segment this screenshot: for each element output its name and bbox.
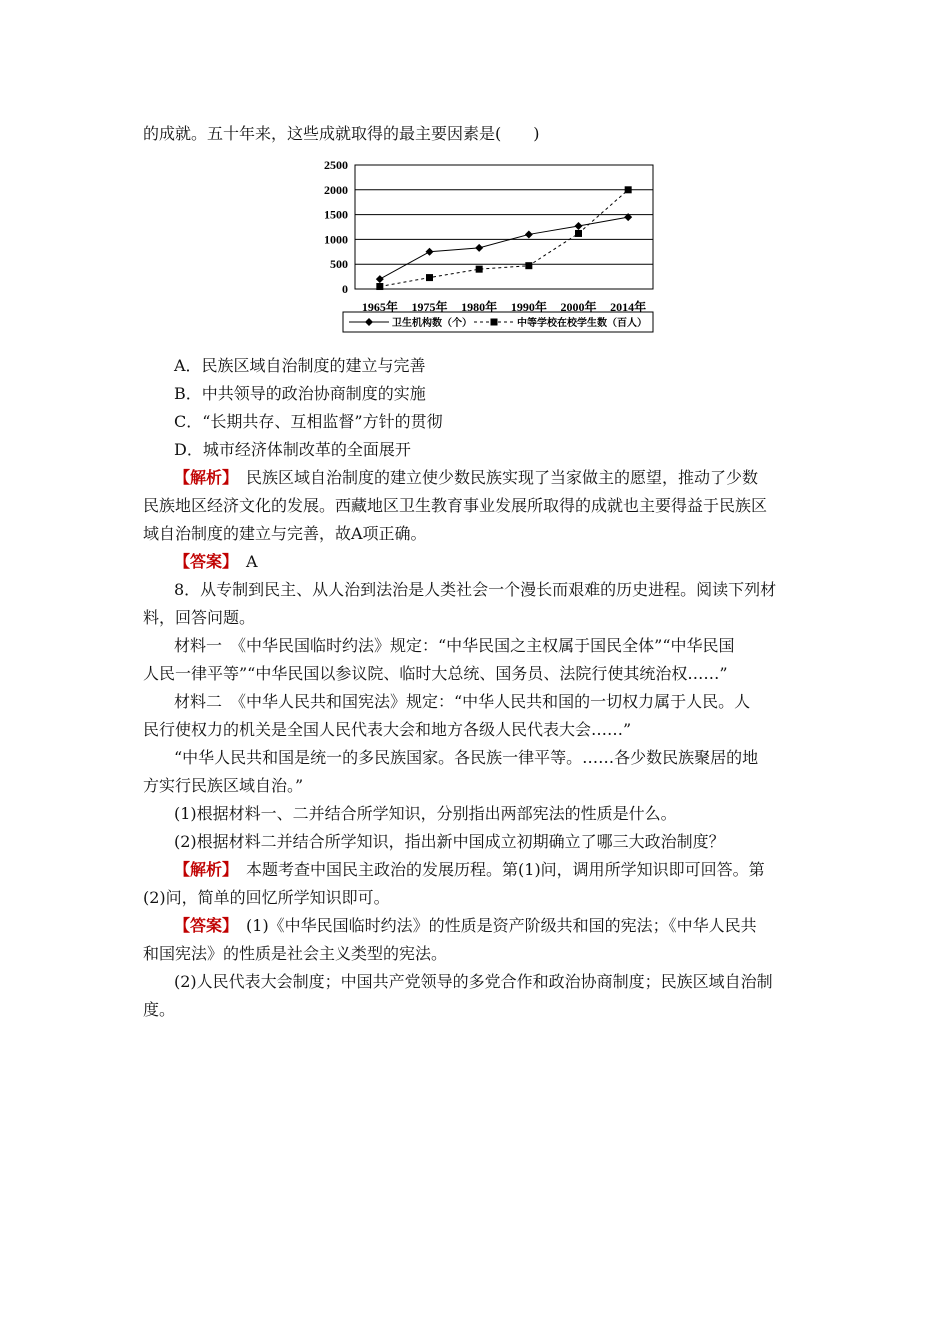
q8-stem-line-2: 料，回答问题。 <box>143 608 256 627</box>
q8-answer-line-1 <box>174 915 757 937</box>
data-point-square <box>376 283 383 290</box>
y-tick-label: 2000 <box>324 182 348 197</box>
data-point-diamond <box>426 248 434 256</box>
chart-grid <box>355 165 653 289</box>
q8-analysis-line-2: (2)问，简单的回忆所学知识即可。 <box>143 888 390 907</box>
option-c: C．“长期共存、互相监督”方针的贯彻 <box>174 412 443 431</box>
q8-stem-line-1: 8．从专制到民主、从人治到法治是人类社会一个漫长而艰难的历史进程。阅读下列材 <box>174 580 777 599</box>
q7-analysis-line-1 <box>174 467 758 489</box>
legend-diamond <box>365 318 373 326</box>
q7-answer-text: A <box>230 552 258 571</box>
y-tick-label: 0 <box>342 282 348 296</box>
q8-analysis-text-1: 本题考查中国民主政治的发展历程。第(1)问，调用所学知识即可回答。第 <box>230 860 765 879</box>
x-tick-label: 1965年 <box>361 300 398 314</box>
x-tick-label: 1975年 <box>411 300 448 314</box>
x-tick-label: 1980年 <box>461 300 498 314</box>
material-2-line-4: 方实行民族区域自治。” <box>143 776 304 795</box>
analysis-tag: 【解析】 <box>174 860 231 879</box>
q7-analysis-text-1: 民族区域自治制度的建立使少数民族实现了当家做主的愿望，推动了少数 <box>230 468 759 487</box>
x-tick-label: 2000年 <box>560 300 597 314</box>
series-line <box>380 190 628 287</box>
x-tick-label: 1990年 <box>510 300 547 314</box>
data-point-diamond <box>525 230 533 238</box>
answer-tag: 【答案】 <box>174 552 231 571</box>
data-point-diamond <box>475 244 483 252</box>
data-point-square <box>575 230 582 237</box>
material-1-line-2: 人民一律平等”“中华民国以参议院、临时大总统、国务员、法院行使其统治权……” <box>143 664 728 683</box>
analysis-tag: 【解析】 <box>174 468 231 487</box>
sub-question-1: (1)根据材料一、二并结合所学知识，分别指出两部宪法的性质是什么。 <box>174 804 677 823</box>
legend-square <box>491 319 498 326</box>
q8-answer-text-1: (1)《中华民国临时约法》的性质是资产阶级共和国的宪法；《中华人民共 <box>230 916 757 935</box>
material-2-line-1: 材料二 《中华人民共和国宪法》规定：“中华人民共和国的一切权力属于人民。人 <box>174 692 751 711</box>
legend-label: 卫生机构数（个） <box>392 318 472 329</box>
question-intro: 的成就。五十年来，这些成就取得的最主要因素是( ) <box>143 124 540 143</box>
plot-area-border <box>355 165 653 289</box>
x-tick-label: 2014年 <box>610 300 647 314</box>
q8-answer-line-2: 和国宪法》的性质是社会主义类型的宪法。 <box>143 944 448 963</box>
q7-analysis-line-2: 民族地区经济文化的发展。西藏地区卫生教育事业发展所取得的成就也主要得益于民族区 <box>143 496 768 515</box>
q8-answer-line-3: (2)人民代表大会制度；中国共产党领导的多党合作和政治协商制度；民族区域自治制 <box>174 972 773 991</box>
data-point-diamond <box>575 222 583 230</box>
material-2-line-3: “中华人民共和国是统一的多民族国家。各民族一律平等。……各少数民族聚居的地 <box>174 748 759 767</box>
chart-series <box>376 186 632 290</box>
y-tick-label: 2500 <box>324 158 348 172</box>
option-d: D．城市经济体制改革的全面展开 <box>174 440 411 459</box>
q8-answer-line-4: 度。 <box>143 1000 176 1019</box>
option-b: B．中共领导的政治协商制度的实施 <box>174 384 426 403</box>
legend-label: 中等学校在校学生数（百人） <box>517 318 647 329</box>
line-chart <box>310 155 660 345</box>
y-tick-label: 1500 <box>324 207 348 222</box>
y-axis-ticks <box>324 158 348 296</box>
data-point-diamond <box>376 275 384 283</box>
data-point-square <box>625 186 632 193</box>
material-1-line-1: 材料一 《中华民国临时约法》规定：“中华民国之主权属于国民全体”“中华民国 <box>174 636 735 655</box>
option-a: A．民族区域自治制度的建立与完善 <box>174 356 426 375</box>
material-2-line-2: 民行使权力的机关是全国人民代表大会和地方各级人民代表大会……” <box>143 720 632 739</box>
q7-analysis-line-3: 域自治制度的建立与完善，故A项正确。 <box>143 524 427 543</box>
chart-legend <box>343 312 653 332</box>
sub-question-2: (2)根据材料二并结合所学知识，指出新中国成立初期确立了哪三大政治制度？ <box>174 832 725 851</box>
y-tick-label: 500 <box>330 257 348 272</box>
q8-analysis-line-1 <box>174 859 765 881</box>
series-line <box>380 217 628 279</box>
answer-tag: 【答案】 <box>174 916 231 935</box>
data-point-square <box>426 274 433 281</box>
y-tick-label: 1000 <box>324 232 348 247</box>
data-point-square <box>525 262 532 269</box>
data-point-square <box>476 266 483 273</box>
q7-answer-line <box>174 551 258 573</box>
